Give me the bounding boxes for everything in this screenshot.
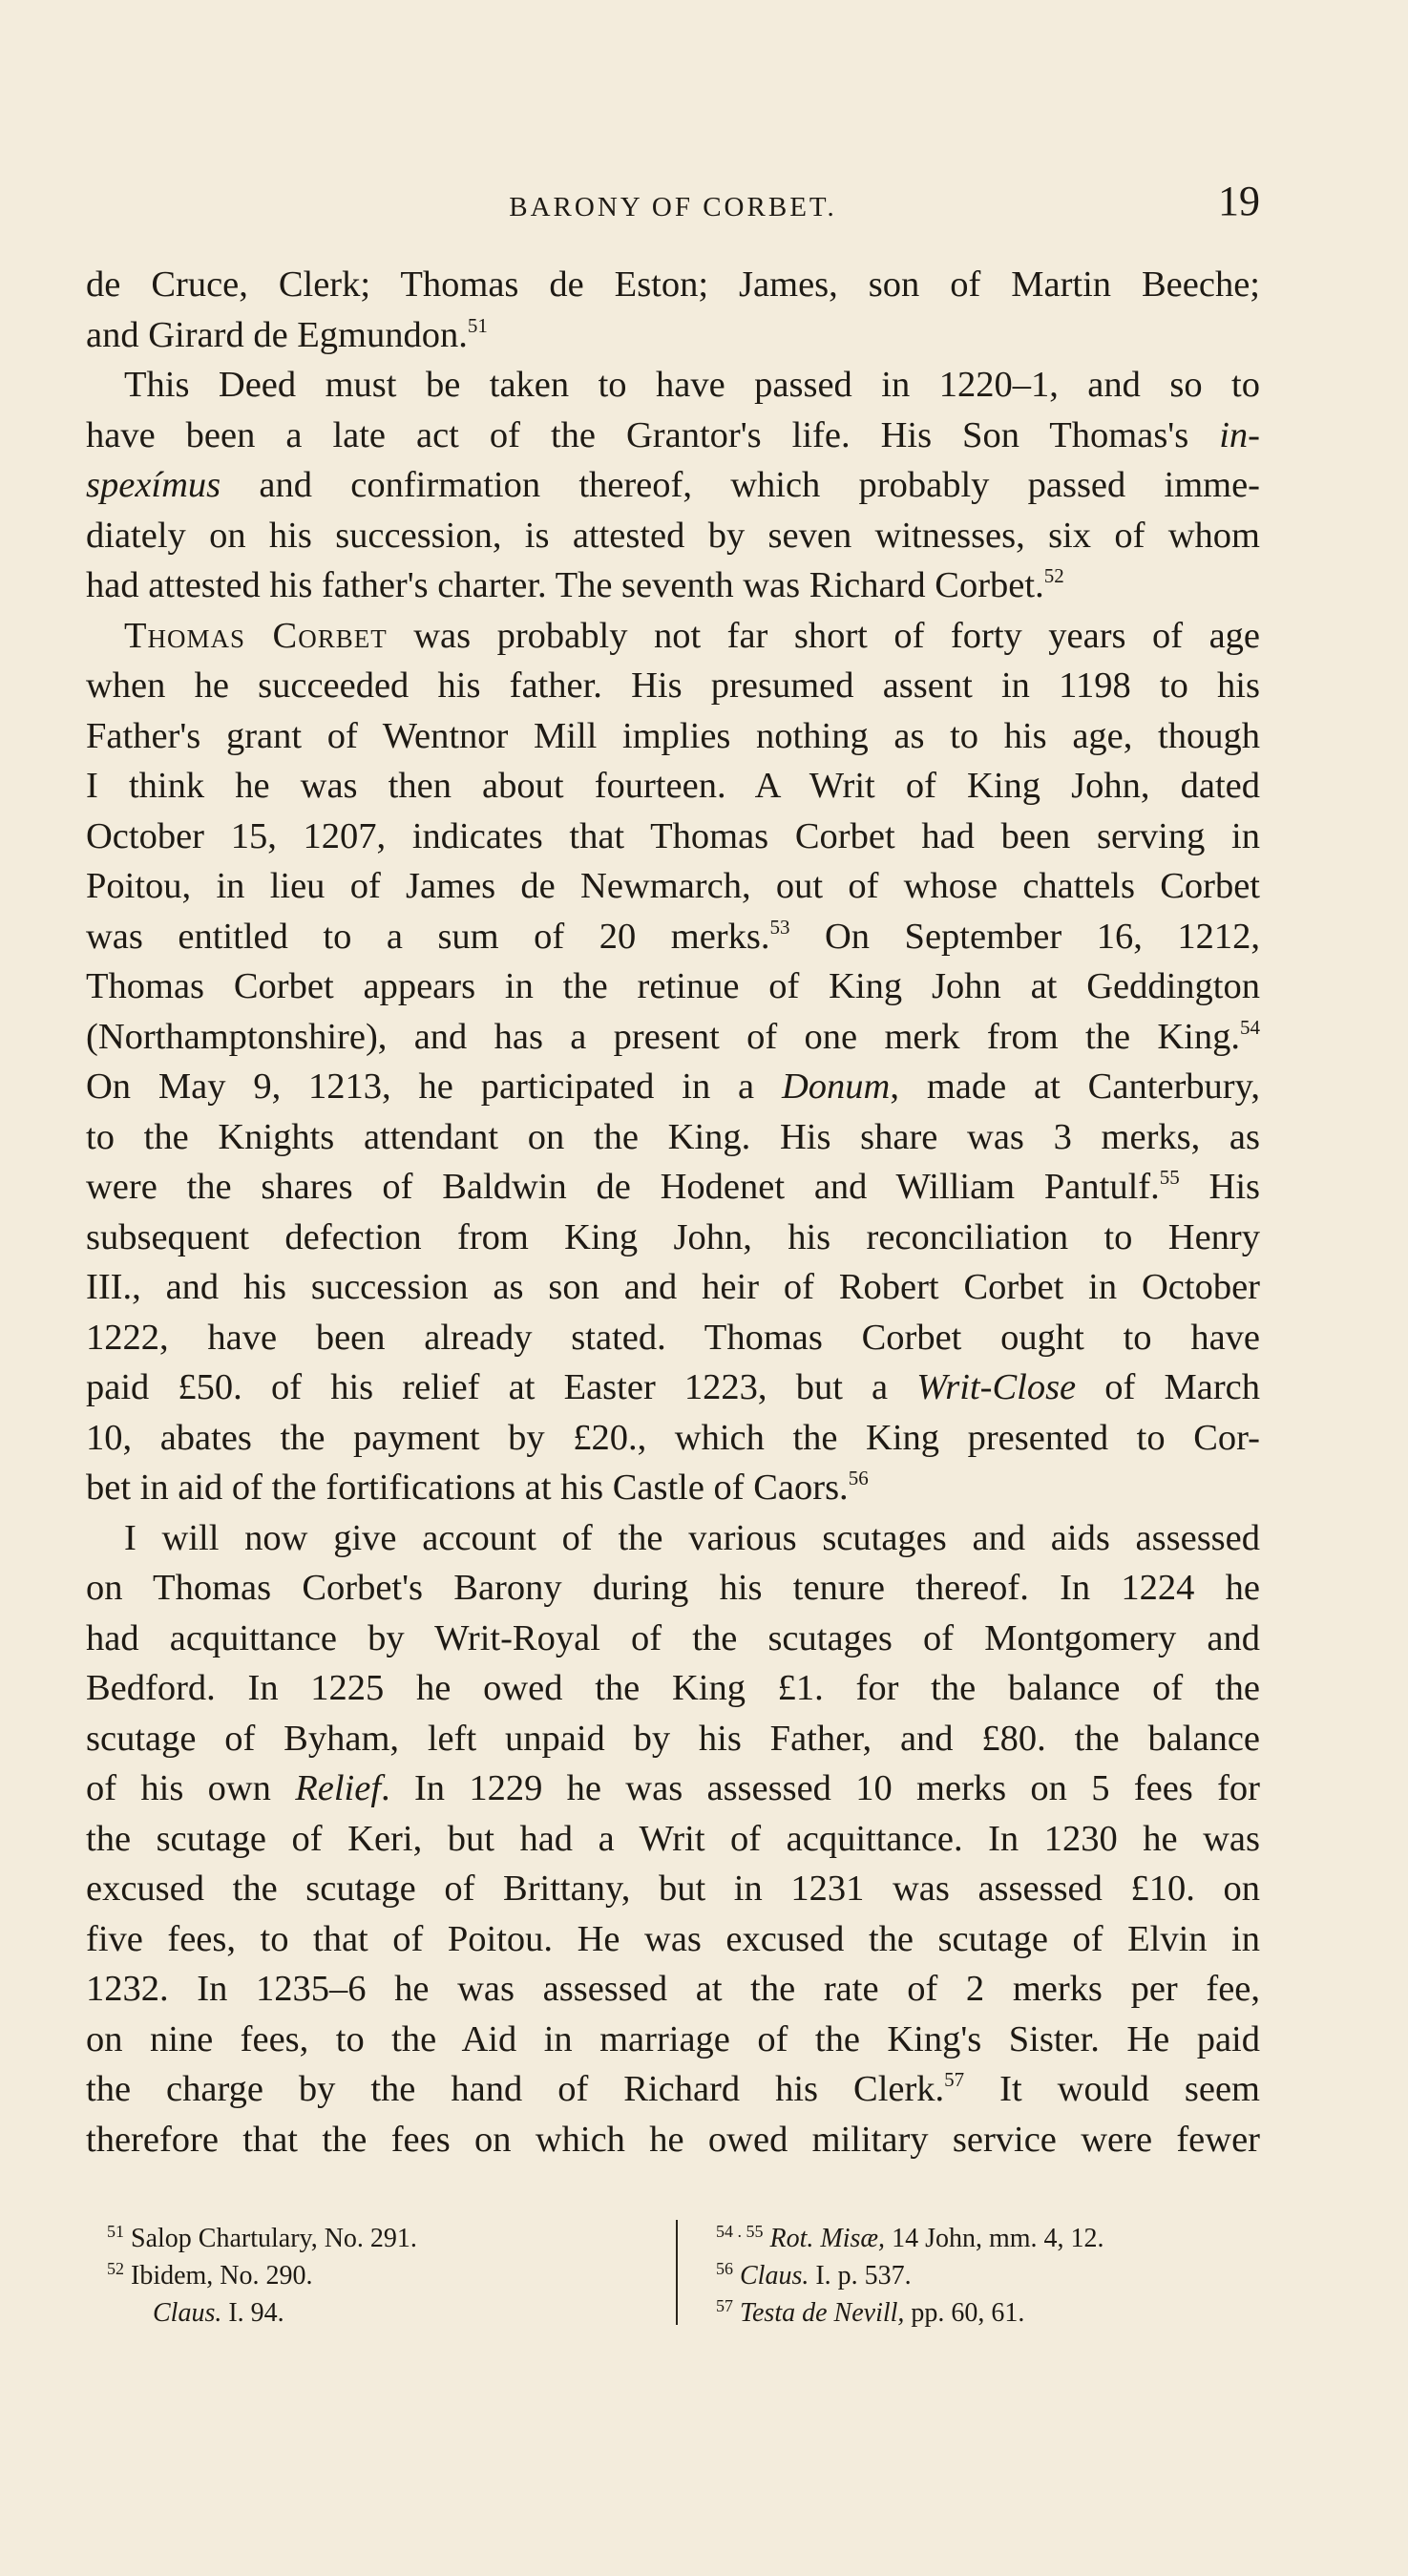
text-line: five fees, to that of Poitou. He was excused the scutage of Elvin in <box>86 1918 1260 1959</box>
text-line: This Deed must be taken to have passed in 1220–1, and so to <box>124 365 1260 405</box>
footnote-divider <box>676 2220 678 2325</box>
text-line: had acquittance by Writ-Royal of the scutages of Montgomery and <box>86 1617 1260 1658</box>
text-line: 10, abates the payment by £20., which the King presented to Cor- <box>86 1417 1260 1458</box>
text-line: (Northamptonshire), and has a present of one merk from the King.$^{54}$ <box>86 1015 1260 1057</box>
text-line: scutage of Byham, left unpaid by his Father, and £80. the balance <box>86 1718 1260 1759</box>
text-line: and Girard de Egmundon.$^{51}$ <box>86 313 488 355</box>
footnote: $^{56}$ Claus. I. p. 537. <box>716 2259 912 2291</box>
text-line: III., and his succession as son and heir of Robert Corbet in October <box>86 1267 1260 1307</box>
body-text <box>86 260 1260 2164</box>
text-line: 1232. In 1235–6 he was assessed at the rate of 2 merks per fee, <box>86 1969 1260 2009</box>
footnote: $^{54 . 55}$ Rot. Misæ, 14 John, mm. 4, 12. <box>716 2222 1104 2253</box>
text-line: therefore that the fees on which he owed military service were fewer <box>86 2119 1260 2160</box>
text-line: Father's grant of Wentnor Mill implies nothing as to his age, though <box>86 715 1260 756</box>
text-line: Poitou, in lieu of James de Newmarch, out of whose chattels Corbet <box>86 866 1260 906</box>
footnote-ref: 55 <box>1159 1166 1180 1189</box>
footnote-ref: 54 <box>1240 1015 1260 1039</box>
page-header <box>86 177 1260 234</box>
paragraph <box>86 1513 1260 2165</box>
text-line: had attested his father's charter. The seventh was Richard Corbet.$^{52}$ <box>86 564 1064 605</box>
footnote-ref: 57 <box>944 2068 965 2091</box>
text-line: On May 9, 1213, he participated in a Donum, made at Canterbury, <box>86 1066 1260 1107</box>
paragraph <box>86 260 1260 360</box>
footnote: Claus. I. 94. <box>153 2298 284 2328</box>
text-line: I will now give account of the various scutages and aids assessed <box>124 1517 1260 1558</box>
text-line: have been a late act of the Grantor's life. His Son Thomas's in- <box>86 414 1260 455</box>
text-line: I think he was then about fourteen. A Writ of King John, dated <box>86 766 1260 806</box>
text-line: subsequent defection from King John, his reconciliation to Henry <box>86 1216 1260 1257</box>
running-head: BARONY OF CORBET. <box>509 192 837 222</box>
footnote-ref: 53 <box>769 915 790 939</box>
text-line: spexímus and confirmation thereof, which probably passed imme- <box>86 465 1261 505</box>
text-line: paid £50. of his relief at Easter 1223, but a Writ-Close of March <box>86 1367 1260 1407</box>
text-line: were the shares of Baldwin de Hodenet and William Pantulf.$^{55}$ His <box>86 1166 1260 1207</box>
text-line: October 15, 1207, indicates that Thomas Corbet had been serving in <box>86 815 1260 856</box>
small-caps-name: Thomas Corbet <box>124 615 388 656</box>
text-line: when he succeeded his father. His presumed assent in 1198 to his <box>86 665 1260 706</box>
text-line: on Thomas Corbet's Barony during his tenure thereof. In 1224 he <box>86 1568 1260 1608</box>
text-line: Bedford. In 1225 he owed the King £1. for the balance of the <box>86 1668 1260 1708</box>
text-line: of his own Relief. In 1229 he was assessed 10 merks on 5 fees for <box>86 1768 1260 1808</box>
paragraph <box>86 611 1260 1513</box>
text-line: 1222, have been already stated. Thomas Corbet ought to have <box>86 1317 1260 1358</box>
footnote-ref: 51 <box>467 313 488 337</box>
paragraph <box>86 360 1260 611</box>
footnote-ref: 56 <box>848 1467 869 1489</box>
text-line: Thomas Corbet was probably not far short of forty years of age <box>124 615 1260 656</box>
text-line: the scutage of Keri, but had a Writ of acquittance. In 1230 he was <box>86 1818 1260 1859</box>
text-line: Thomas Corbet appears in the retinue of King John at Geddington <box>86 966 1260 1006</box>
text-line: was entitled to a sum of 20 merks.$^{53}$ On September 16, 1212, <box>86 915 1260 957</box>
footnotes-left-column <box>107 2220 661 2332</box>
text-line: diately on his succession, is attested by seven witnesses, six of whom <box>86 515 1260 556</box>
footnotes-right-column <box>716 2220 1270 2332</box>
page-number: 19 <box>1218 178 1260 224</box>
text-line: bet in aid of the fortifications at his Castle of Caors.$^{56}$ <box>86 1467 869 1508</box>
text-line: excused the scutage of Brittany, but in 1231 was assessed £10. on <box>86 1869 1260 1909</box>
footnote: $^{57}$ Testa de Nevill, pp. 60, 61. <box>716 2296 1025 2328</box>
text-line: to the Knights attendant on the King. His share was 3 merks, as <box>86 1116 1260 1157</box>
text-line: the charge by the hand of Richard his Clerk.$^{57}$ It would seem <box>86 2068 1260 2109</box>
text-line: on nine fees, to the Aid in marriage of the King's Sister. He paid <box>86 2018 1260 2059</box>
footnote-ref: 52 <box>1043 564 1064 587</box>
footnote: $^{52}$ Ibidem, No. 290. <box>107 2259 313 2291</box>
footnote: $^{51}$ Salop Chartulary, No. 291. <box>107 2222 417 2253</box>
text-line: de Cruce, Clerk; Thomas de Eston; James, son of Martin Beeche; <box>86 264 1260 305</box>
